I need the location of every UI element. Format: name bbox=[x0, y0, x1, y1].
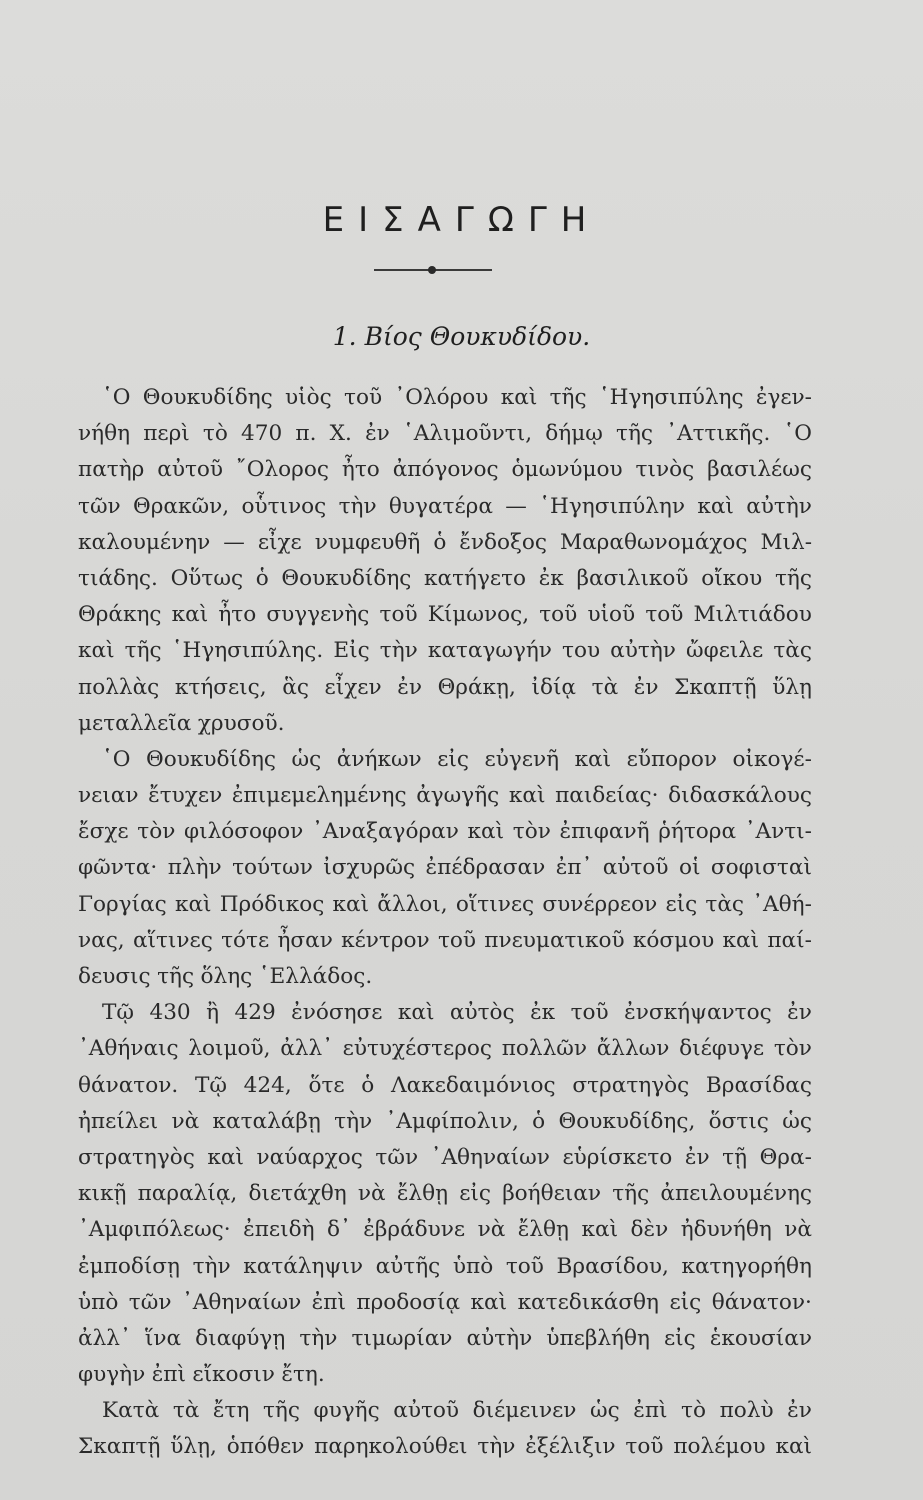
text-line: στρατηγὸς καὶ ναύαρχος τῶν ᾿Αθηναίων εὑρίσκετο ἐν τῇ Θρα- bbox=[78, 1144, 812, 1170]
text-line: πατὴρ αὐτοῦ ῎Ολορος ἦτο ἀπόγονος ὁμωνύμου τινὸς βασιλέως bbox=[78, 457, 812, 483]
text-line: Γοργίας καὶ Πρόδικος καὶ ἄλλοι, οἵτινες συνέρρεον εἰς τὰς ᾿Αθή- bbox=[78, 891, 812, 917]
text-line: φῶντα· πλὴν τούτων ἰσχυρῶς ἐπέδρασαν ἐπ᾿ αὐτοῦ οἱ σοφισταὶ bbox=[78, 855, 812, 881]
text-line: ἔσχε τὸν φιλόσοφον ᾿Αναξαγόραν καὶ τὸν ἐπιφανῆ ῥήτορα ᾿Αντι- bbox=[78, 819, 812, 845]
text-line: καλουμένην — εἶχε νυμφευθῆ ὁ ἔνδοξος Μαραθωνομάχος Μιλ- bbox=[78, 529, 812, 555]
text-line: νειαν ἔτυχεν ἐπιμεμελημένης ἀγωγῆς καὶ παιδείας· διδασκάλους bbox=[78, 783, 812, 809]
text-line: μεταλλεῖα χρυσοῦ. bbox=[78, 710, 285, 736]
text-line: Σκαπτῇ ὕλῃ, ὁπόθεν παρηκολούθει τὴν ἐξέλιξιν τοῦ πολέμου καὶ bbox=[78, 1434, 812, 1460]
text-line: ἀλλ᾿ ἵνα διαφύγῃ τὴν τιμωρίαν αὐτὴν ὑπεβλήθη εἰς ἑκουσίαν bbox=[78, 1325, 812, 1351]
text-line: ᾿Αθήναις λοιμοῦ, ἀλλ᾿ εὐτυχέστερος πολλῶν ἄλλων διέφυγε τὸν bbox=[78, 1036, 812, 1062]
text-line: θάνατον. Τῷ 424, ὅτε ὁ Λακεδαιμόνιος στρατηγὸς Βρασίδας bbox=[78, 1072, 812, 1098]
text-line: δευσις τῆς ὅλης ῾Ελλάδος. bbox=[78, 964, 373, 989]
section-heading: 1. Βίος Θουκυδίδου. bbox=[332, 322, 591, 351]
text-line: Θράκης καὶ ἦτο συγγενὴς τοῦ Κίμωνος, τοῦ υἱοῦ τοῦ Μιλτιάδου bbox=[78, 602, 812, 628]
text-line: νας, αἵτινες τότε ἦσαν κέντρον τοῦ πνευματικοῦ κόσμου καὶ παί- bbox=[78, 927, 812, 953]
text-line: ῾Ο Θουκυδίδης ὡς ἀνήκων εἰς εὐγενῆ καὶ εὔπορον οἰκογέ- bbox=[102, 746, 812, 772]
body-text bbox=[78, 380, 812, 1466]
text-line: νήθη περὶ τὸ 470 π. Χ. ἐν ῾Αλιμοῦντι, δήμῳ τῆς ᾿Αττικῆς. ῾Ο bbox=[78, 421, 812, 447]
text-line: ἐμποδίσῃ τὴν κατάληψιν αὐτῆς ὑπὸ τοῦ Βρασίδου, κατηγορήθη bbox=[78, 1253, 812, 1279]
text-line: Κατὰ τὰ ἔτη τῆς φυγῆς αὐτοῦ διέμεινεν ὡς ἐπὶ τὸ πολὺ ἐν bbox=[102, 1398, 812, 1424]
chapter-title: ΕΙΣΑΓΩΓΗ bbox=[322, 200, 601, 240]
text-line: ἠπείλει νὰ καταλάβῃ τὴν ᾿Αμφίπολιν, ὁ Θουκυδίδης, ὅστις ὡς bbox=[78, 1108, 812, 1134]
ornament-dot bbox=[428, 266, 436, 274]
text-line: ὑπὸ τῶν ᾿Αθηναίων ἐπὶ προδοσίᾳ καὶ κατεδικάσθη εἰς θάνατον· bbox=[78, 1289, 812, 1315]
text-line: φυγὴν ἐπὶ εἴκοσιν ἔτη. bbox=[78, 1362, 325, 1388]
text-line: καὶ τῆς ῾Ηγησιπύλης. Εἰς τὴν καταγωγήν του αὐτὴν ὤφειλε τὰς bbox=[78, 638, 812, 664]
text-line: Τῷ 430 ἢ 429 ἐνόσησε καὶ αὐτὸς ἐκ τοῦ ἐνσκήψαντος ἐν bbox=[102, 1000, 812, 1026]
text-line: ῾Ο Θουκυδίδης υἱὸς τοῦ ᾿Ολόρου καὶ τῆς ῾Ηγησιπύλης ἐγεν- bbox=[102, 385, 812, 410]
text-line: τῶν Θρακῶν, οὗτινος τὴν θυγατέρα — ῾Ηγησιπύλην καὶ αὐτὴν bbox=[78, 493, 812, 519]
text-line: ᾿Αμφιπόλεως· ἐπειδὴ δ᾿ ἐβράδυνε νὰ ἔλθῃ καὶ δὲν ἠδυνήθη νὰ bbox=[78, 1217, 812, 1243]
text-line: κικῇ παραλίᾳ, διετάχθη νὰ ἔλθῃ εἰς βοήθειαν τῆς ἀπειλουμένης bbox=[78, 1181, 812, 1207]
text-line: τιάδης. Οὕτως ὁ Θουκυδίδης κατήγετο ἐκ βασιλικοῦ οἴκου τῆς bbox=[78, 565, 812, 591]
text-line: πολλὰς κτήσεις, ἃς εἶχεν ἐν Θράκῃ, ἰδίᾳ τὰ ἐν Σκαπτῇ ὕλῃ bbox=[78, 674, 812, 700]
